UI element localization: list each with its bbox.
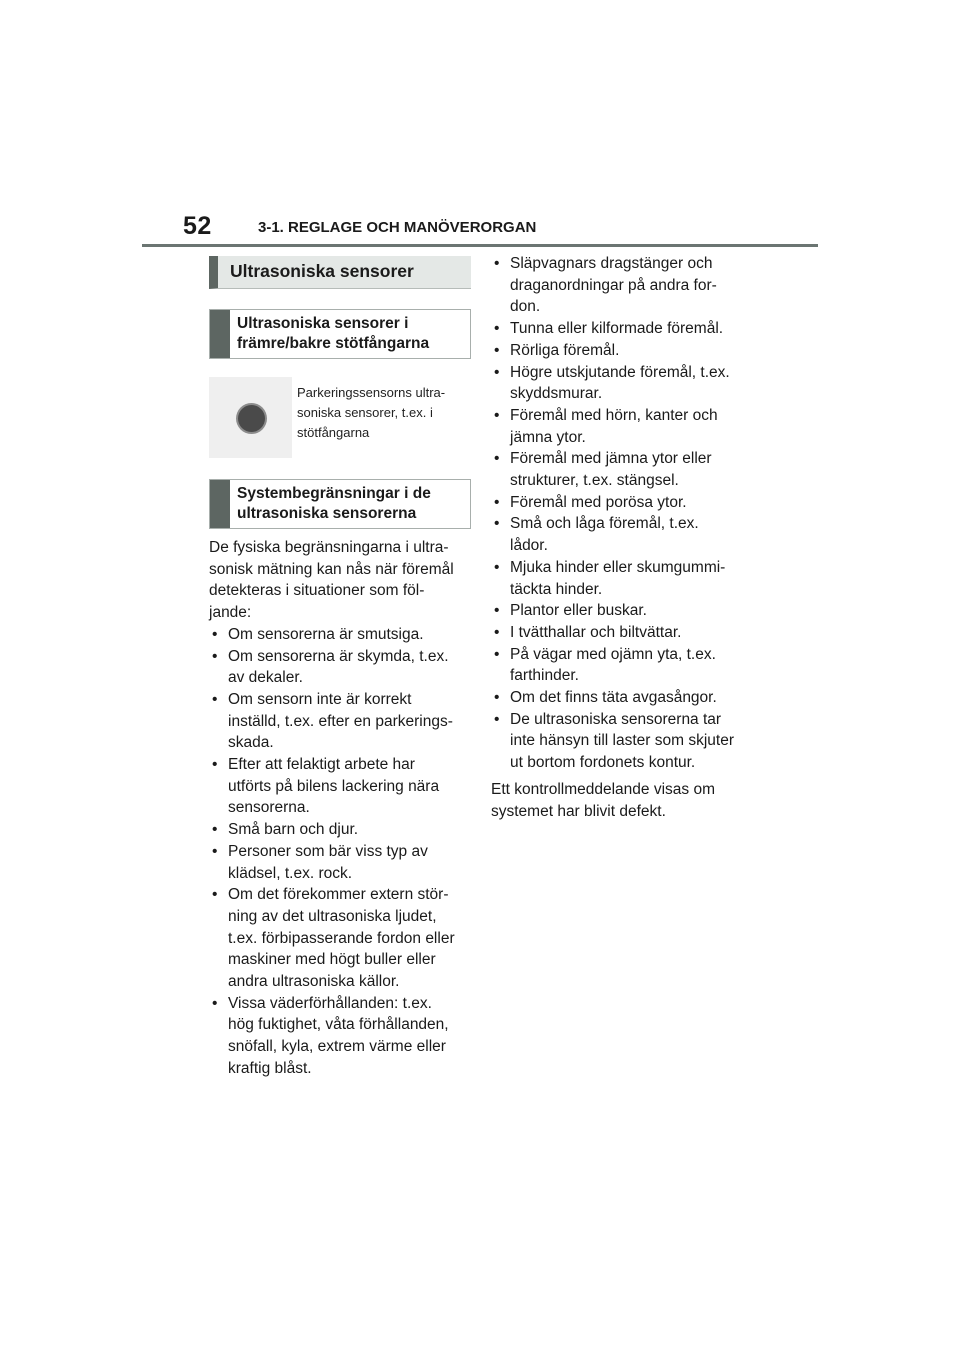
list-item: • Föremål med porösa ytor. — [491, 492, 759, 514]
list-item: • Efter att felaktigt arbete har utförts på bilens lackering nära sensorerna. — [209, 754, 471, 819]
intro-paragraph: De fysiska begränsningarna i ultra- sonisk mätning kan nås när föremål detekteras i situationer som föl- jande: — [209, 539, 454, 622]
subheading-sensors-bumpers — [209, 309, 471, 359]
sensor-figure — [209, 377, 471, 458]
list-item: • I tvätthallar och biltvättar. — [491, 622, 759, 644]
sensor-image — [209, 377, 292, 458]
list-item: • Mjuka hinder eller skumgummi- täckta hinder. — [491, 557, 759, 600]
list-item: • Plantor eller buskar. — [491, 600, 759, 622]
list-item: • Högre utskjutande föremål, t.ex. skyddsmurar. — [491, 362, 759, 405]
list-item: • Föremål med hörn, kanter och jämna ytor. — [491, 405, 759, 448]
subheading-system-limits — [209, 479, 471, 529]
page-number: 52 — [183, 212, 212, 240]
list-item: • Personer som bär viss typ av klädsel, t.ex. rock. — [209, 841, 471, 884]
limitations-list-left — [209, 624, 471, 1080]
section-title: 3-1. REGLAGE OCH MANÖVERORGAN — [258, 219, 537, 236]
left-column — [209, 256, 471, 1080]
closing-paragraph: Ett kontrollmeddelande visas om systemet har blivit defekt. — [491, 780, 716, 820]
subheading-bar — [210, 480, 230, 528]
figure-caption: Parkeringssensorns ultra- soniska sensorer, t.ex. i stötfångarna — [297, 385, 446, 440]
list-item: • Om sensorerna är smutsiga. — [209, 624, 471, 646]
list-item: • Om sensorerna är skymda, t.ex. av dekaler. — [209, 646, 471, 689]
list-item: • Vissa väderförhållanden: t.ex. hög fuktighet, våta förhållanden, snöfall, kyla, extrem värme eller kraftig blåst. — [209, 993, 471, 1080]
list-item: • Släpvagnars dragstänger och draganordningar på andra for- don. — [491, 253, 759, 318]
list-item: • Föremål med jämna ytor eller strukturer, t.ex. stängsel. — [491, 448, 759, 491]
list-item: • Rörliga föremål. — [491, 340, 759, 362]
list-item: • Tunna eller kilformade föremål. — [491, 318, 759, 340]
limitations-list-right — [491, 253, 759, 774]
list-item: • Om det finns täta avgasångor. — [491, 687, 759, 709]
main-heading: Ultrasoniska sensorer — [209, 256, 471, 289]
list-item: • Små barn och djur. — [209, 819, 471, 841]
list-item: • Små och låga föremål, t.ex. lådor. — [491, 513, 759, 556]
right-column — [491, 253, 759, 822]
subheading-bar — [210, 310, 230, 358]
list-item: • På vägar med ojämn yta, t.ex. farthinder. — [491, 644, 759, 687]
subheading-text: Systembegränsningar i de ultrasoniska sensorerna — [237, 485, 431, 522]
header-divider — [142, 244, 818, 247]
list-item: • Om sensorn inte är korrekt inställd, t.ex. efter en parkerings- skada. — [209, 689, 471, 754]
sensor-dot-icon — [238, 405, 265, 432]
subheading-text: Ultrasoniska sensorer i främre/bakre stötfångarna — [237, 315, 430, 352]
list-item: • Om det förekommer extern stör- ning av det ultrasoniska ljudet, t.ex. förbipasserande fordon eller maskiner med högt buller eller andra ultrasoniska källor. — [209, 884, 471, 993]
list-item: • De ultrasoniska sensorerna tar inte hänsyn till laster som skjuter ut bortom fordonets kontur. — [491, 709, 759, 774]
